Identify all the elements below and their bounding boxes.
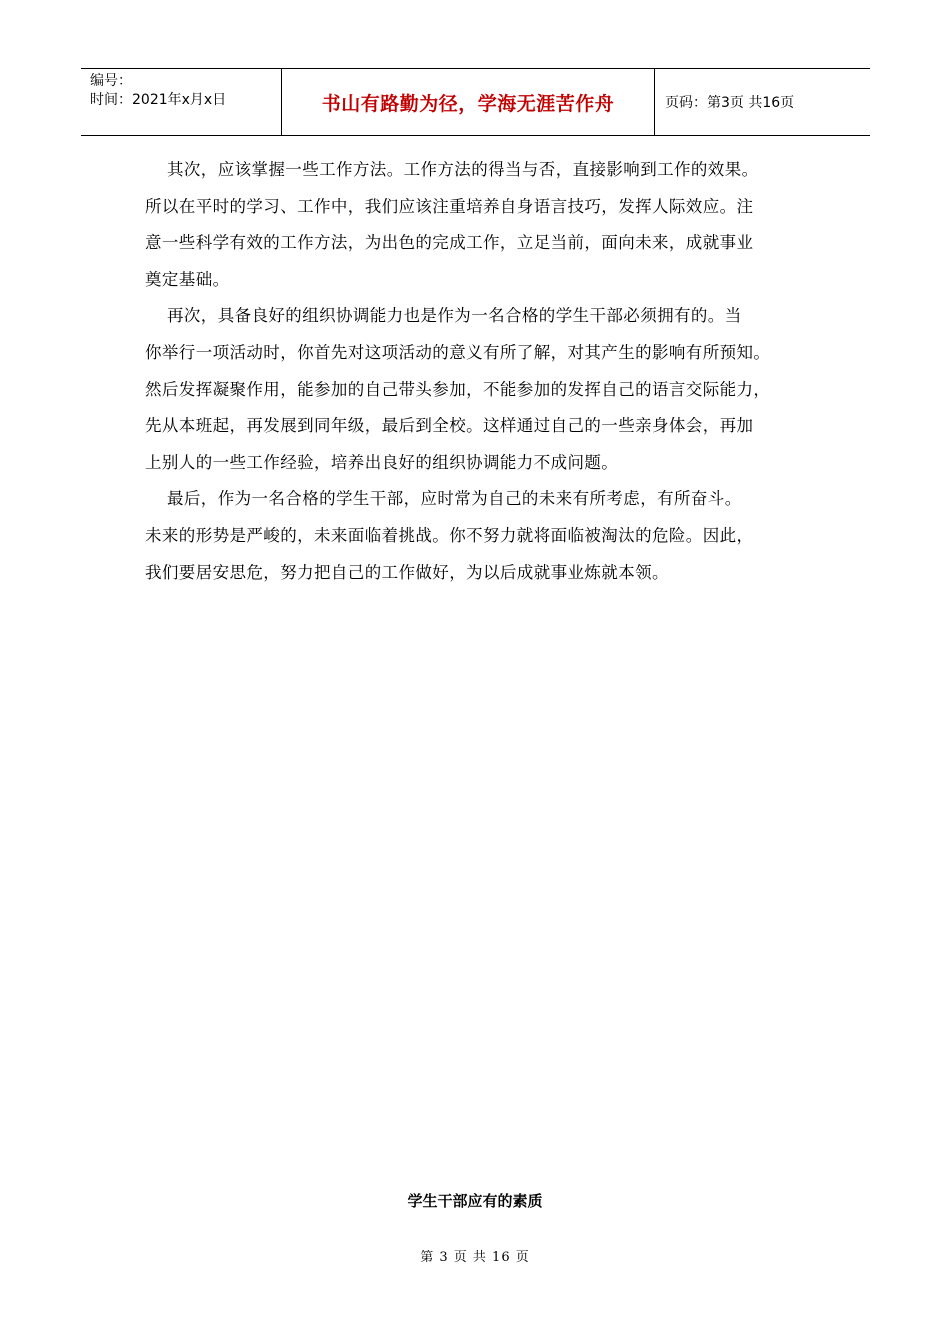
body-line: 奠定基础。 xyxy=(145,269,230,289)
header-meta-cell xyxy=(81,69,282,135)
body-line: 我们要居安思危，努力把自己的工作做好，为以后成就事业炼就本领。 xyxy=(145,562,669,582)
body-line: 其次，应该掌握一些工作方法。工作方法的得当与否，直接影响到工作的效果。 xyxy=(167,160,759,179)
body-line: 意一些科学有效的工作方法，为出色的完成工作，立足当前，面向未来，成就事业 xyxy=(145,233,754,253)
body-line: 你举行一项活动时，你首先对这项活动的意义有所了解，对其产生的影响有所预知。 xyxy=(145,342,771,362)
footer-title: 学生干部应有的素质 xyxy=(407,1192,543,1210)
body-line: 未来的形势是严峻的，未来面临着挑战。你不努力就将面临被淘汰的危险。因此， xyxy=(145,525,754,545)
body-line: 再次，具备良好的组织协调能力也是作为一名合格的学生干部必须拥有的。当 xyxy=(167,306,742,326)
document-date-label: 时间：2021年x月x日 xyxy=(90,92,227,108)
document-number-label: 编号： xyxy=(90,73,132,89)
header-page-label: 页码：第3页 共16页 xyxy=(665,95,795,111)
document-body xyxy=(145,152,825,591)
body-line: 上别人的一些工作经验，培养出良好的组织协调能力不成问题。 xyxy=(145,452,619,472)
body-line: 所以在平时的学习、工作中，我们应该注重培养自身语言技巧，发挥人际效应。注 xyxy=(145,196,754,216)
header-motto: 书山有路勤为径，学海无涯苦作舟 xyxy=(282,69,655,135)
document-header xyxy=(81,68,870,136)
body-line: 然后发挥凝聚作用，能参加的自己带头参加，不能参加的发挥自己的语言交际能力， xyxy=(145,379,771,399)
body-line: 最后，作为一名合格的学生干部，应时常为自己的未来有所考虑，有所奋斗。 xyxy=(167,489,742,509)
body-line: 先从本班起，再发展到同年级，最后到全校。这样通过自己的一些亲身体会，再加 xyxy=(145,416,754,436)
page-number: 第 3 页 共 16 页 xyxy=(420,1250,530,1265)
